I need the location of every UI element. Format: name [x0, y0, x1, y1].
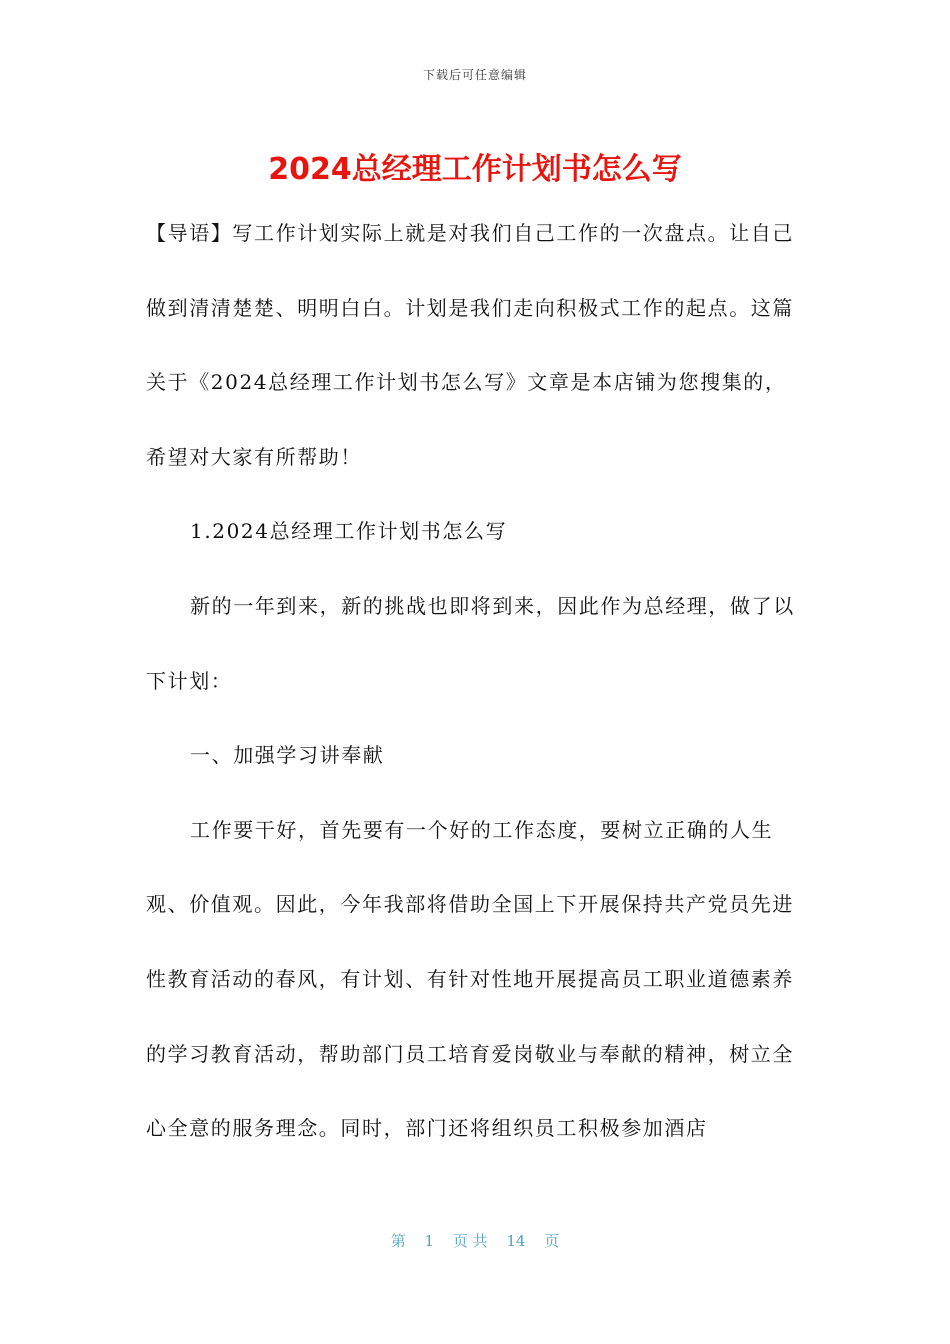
- page-footer: [0, 1230, 950, 1251]
- intro-paragraph: 【导语】写工作计划实际上就是对我们自己工作的一次盘点。让自己做到清清楚楚、明明白白。计划是我们走向积极式工作的起点。这篇关于《2024总经理工作计划书怎么写》文章是本店铺为您搜集的，希望对大家有所帮助！: [146, 221, 794, 469]
- footer-middle: 页 共: [452, 1232, 488, 1250]
- document-body: [146, 196, 806, 1166]
- body-paragraph: 新的一年到来，新的挑战也即将到来，因此作为总经理，做了以下计划：: [146, 593, 795, 693]
- page-header-note: 下载后可任意编辑: [422, 68, 527, 82]
- document-title: 2024总经理工作计划书怎么写: [268, 152, 682, 187]
- footer-suffix: 页: [544, 1232, 560, 1250]
- subsection-heading: 一、加强学习讲奉献: [190, 743, 385, 768]
- body-paragraph: 工作要干好，首先要有一个好的工作态度，要树立正确的人生观、价值观。因此，今年我部将借助全国上下开展保持共产党员先进性教育活动的春风，有计划、有针对性地开展提高员工职业道德素养的学习教育活动，帮助部门员工培育爱岗敬业与奉献的精神，树立全心全意的服务理念。同时，部门还将组织员工积极参加酒店: [146, 817, 794, 1141]
- total-page-count: 14: [506, 1232, 526, 1250]
- footer-prefix: 第: [390, 1232, 406, 1250]
- section-heading-1: 1.2024总经理工作计划书怎么写: [190, 519, 508, 544]
- current-page-number: 1: [424, 1232, 435, 1250]
